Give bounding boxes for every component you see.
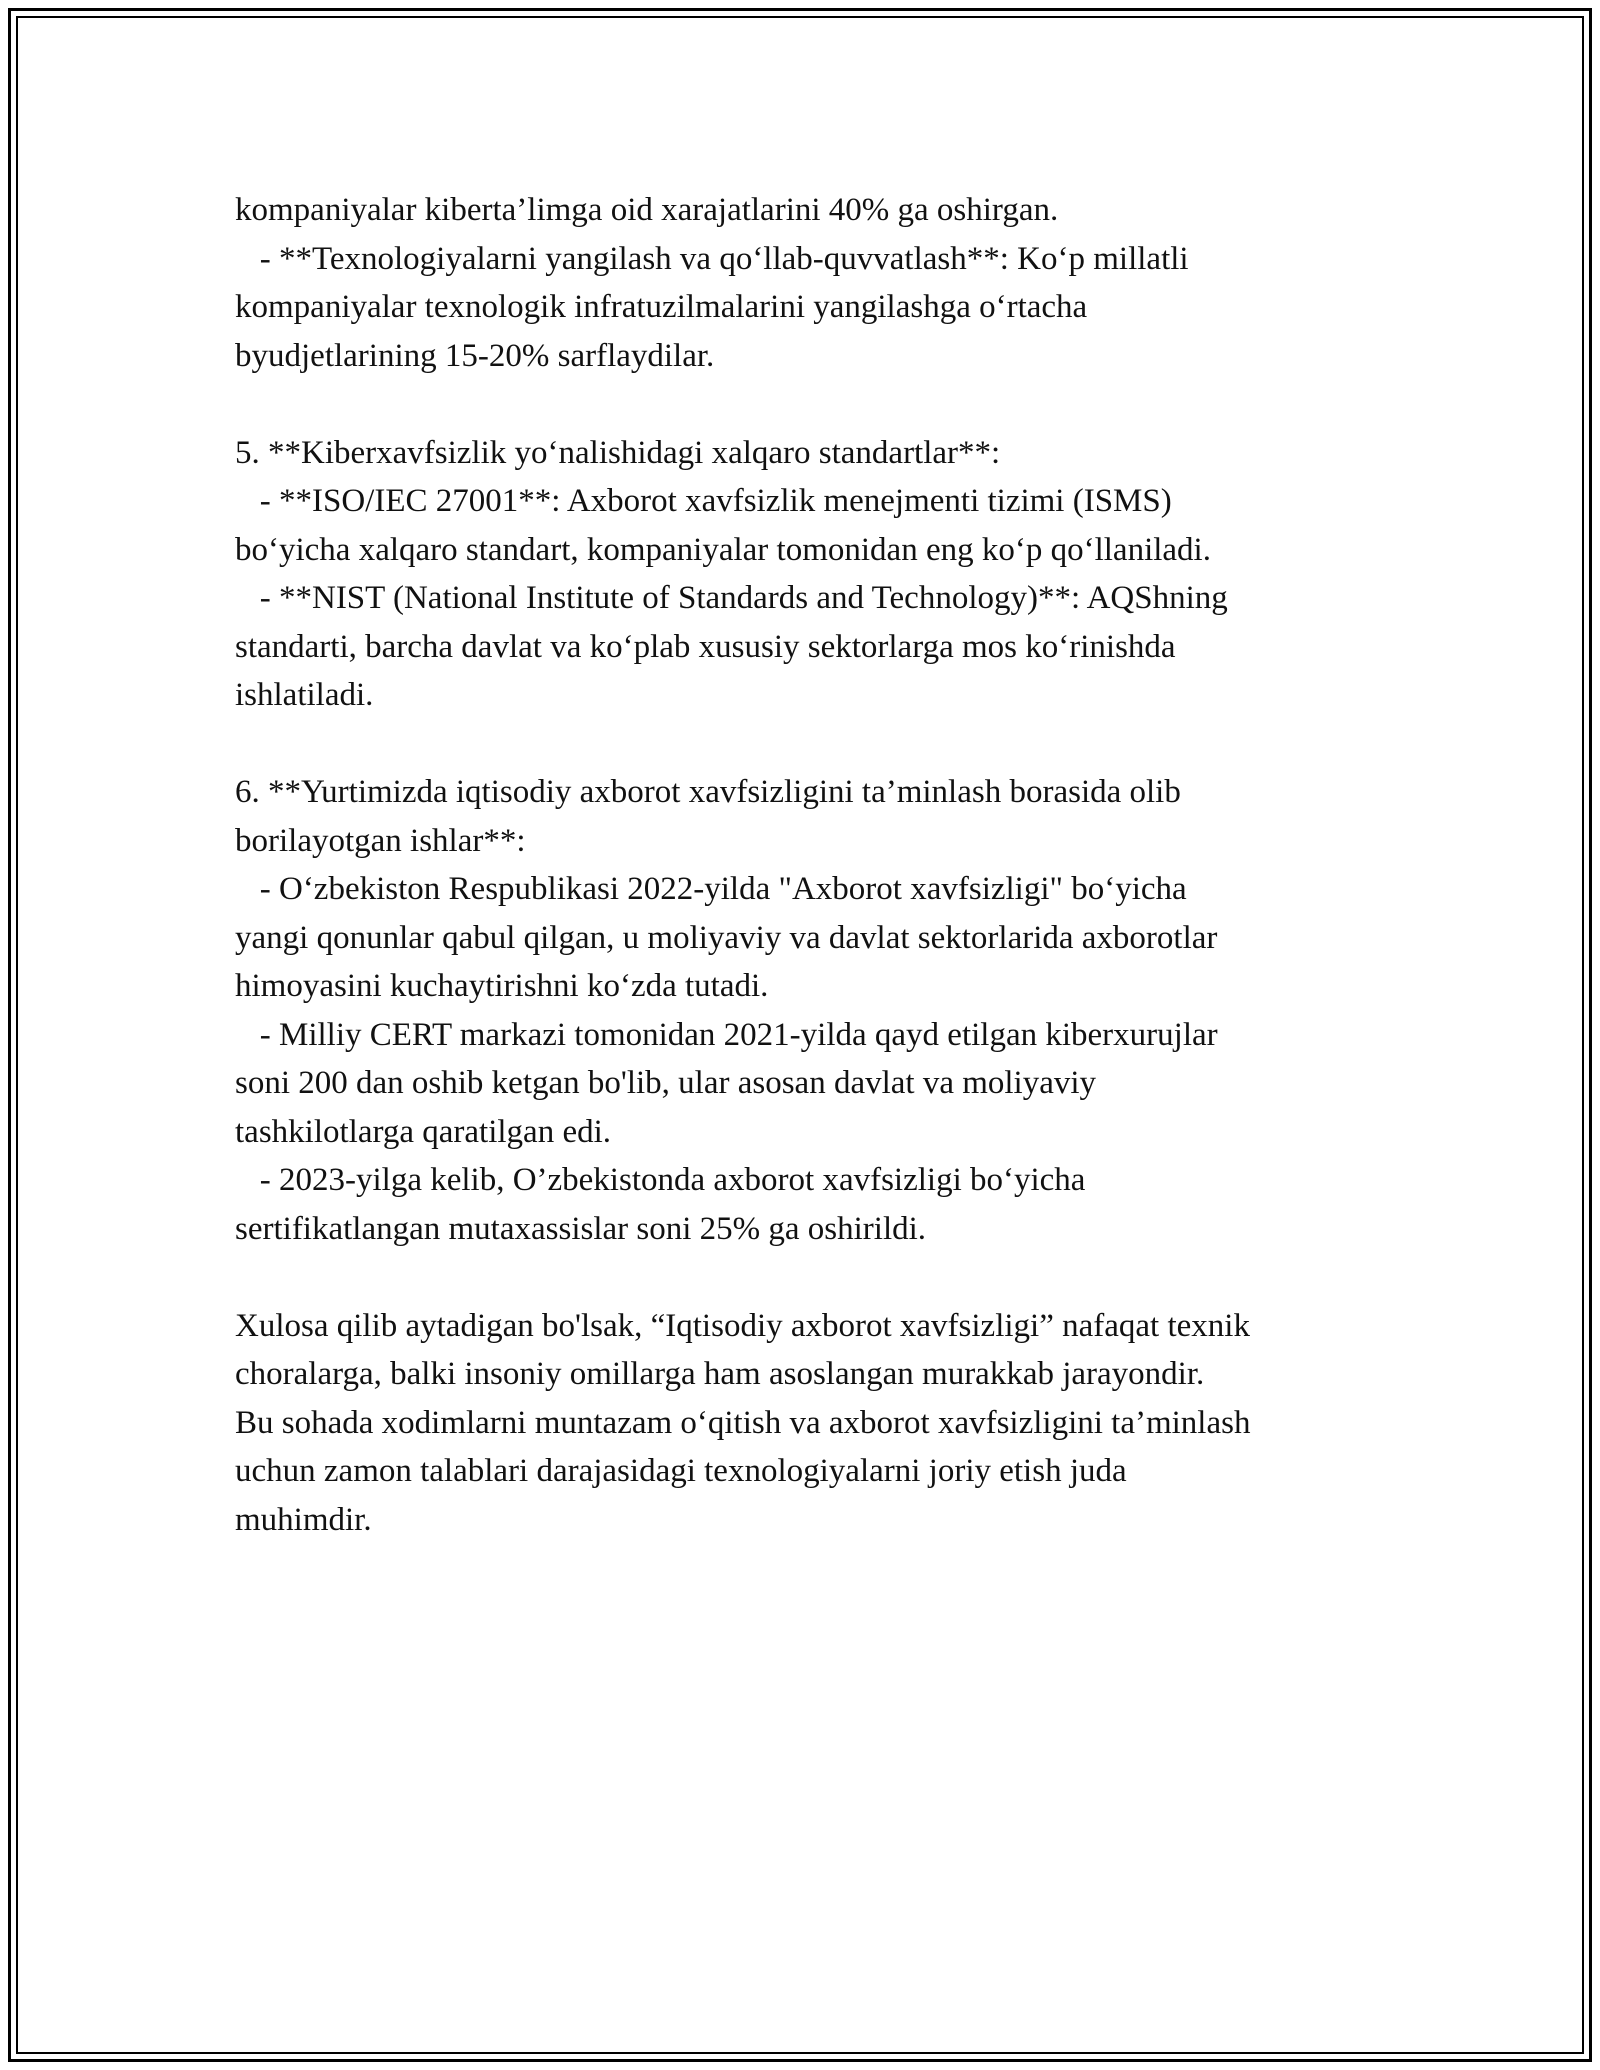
conclusion-line: Bu sohada xodimlarni muntazam o‘qitish va axborot xavfsizligini ta’minlash [235,1404,1251,1441]
text-line: - **ISO/IEC 27001**: Axborot xavfsizlik menejmenti tizimi (ISMS) [235,483,1172,519]
conclusion-line: uchun zamon talablari darajasidagi texnologiyalarni joriy etish juda [235,1453,1127,1489]
text-line: sertifikatlangan mutaxassislar soni 25% ga oshirildi. [235,1210,927,1247]
text-line: - 2023-yilga kelib, O’zbekistonda axborot xavfsizligi bo‘yicha [235,1162,1086,1198]
paragraph-gap [235,1253,1415,1302]
paragraph-gap [235,380,1415,429]
text-line: - **NIST (National Institute of Standards and Technology)**: AQShning [235,580,1228,616]
text-line: byudjetlarining 15-20% sarflaydilar. [235,337,715,374]
text-line: - **Texnologiyalarni yangilash va qo‘llab-quvvatlash**: Ko‘p millatli [235,240,1189,277]
text-line: kompaniyalar texnologik infratuzilmalarini yangilashga o‘rtacha [235,289,1088,325]
text-line: - O‘zbekiston Respublikasi 2022-yilda "Axborot xavfsizligi" bo‘yicha [235,871,1187,907]
paragraph-gap [235,720,1415,769]
conclusion-line: Xulosa qilib aytadigan bo'lsak, “Iqtisodiy axborot xavfsizligi” nafaqat texnik [235,1307,1250,1344]
text-line: borilayotgan ishlar**: [235,822,526,859]
section-heading: 6. **Yurtimizda iqtisodiy axborot xavfsizligini ta’minlash borasida olib [235,774,1181,810]
text-line: himoyasini kuchaytirishni ko‘zda tutadi. [235,968,769,1004]
conclusion-line: choralarga, balki insoniy omillarga ham asoslangan murakkab jarayondir. [235,1356,1205,1392]
text-line: kompaniyalar kiberta’limga oid xarajatlarini 40% ga oshirgan. [235,192,1059,228]
text-line: soni 200 dan oshib ketgan bo'lib, ular asosan davlat va moliyaviy [235,1065,1097,1101]
document-body [235,186,1415,1544]
text-line: bo‘yicha xalqaro standart, kompaniyalar tomonidan eng ko‘p qo‘llaniladi. [235,531,1211,568]
text-line: tashkilotlarga qaratilgan edi. [235,1113,612,1150]
text-line: standarti, barcha davlat va ko‘plab xususiy sektorlarga mos ko‘rinishda [235,628,1176,665]
text-line: ishlatiladi. [235,677,374,713]
text-line: - Milliy CERT markazi tomonidan 2021-yilda qayd etilgan kiberxurujlar [235,1016,1218,1053]
text-line: yangi qonunlar qabul qilgan, u moliyaviy va davlat sektorlarida axborotlar [235,919,1218,956]
section-heading: 5. **Kiberxavfsizlik yo‘nalishidagi xalqaro standartlar**: [235,434,1001,471]
conclusion-line: muhimdir. [235,1501,372,1538]
